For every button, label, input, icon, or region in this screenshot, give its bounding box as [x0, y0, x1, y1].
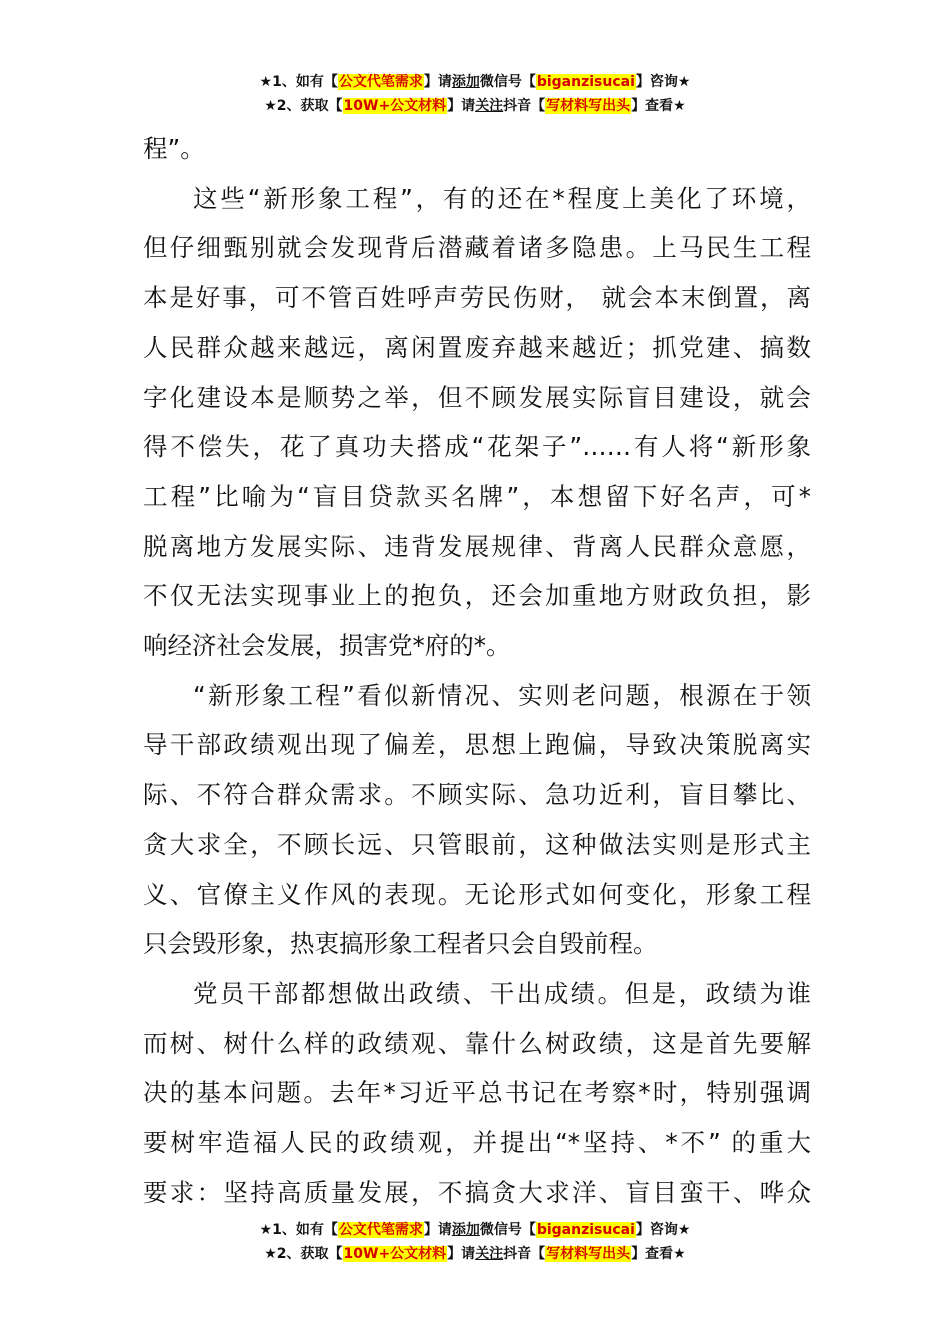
text-line: 要求：坚持高质量发展，不搞贪大求洋、盲目蛮干、哗众	[143, 1177, 811, 1207]
text-line: 这些“新形象工程”，有的还在*程度上美化了环境，	[193, 183, 811, 213]
text-line: 义、官僚主义作风的表现。无论形式如何变化，形象工程	[143, 879, 811, 909]
text-line: 响经济社会发展，损害党*府的*。	[143, 631, 511, 661]
text-line: 党员干部都想做出政绩、干出成绩。但是，政绩为谁	[193, 978, 811, 1008]
text-line: 只会毁形象，热衷搞形象工程者只会自毁前程。	[143, 929, 658, 959]
text-line: 字化建设本是顺势之举，但不顾发展实际盲目建设，就会	[143, 382, 811, 412]
document-body	[143, 124, 811, 1217]
header-line-1: ★1、如有【公文代笔需求】请添加微信号【biganzisucai】咨询★	[259, 74, 691, 90]
text-line: 本是好事，可不管百姓呼声劳民伤财， 就会本末倒置，离	[143, 283, 811, 313]
footer-line-2: ★2、获取【10W+公文材料】请关注抖音【写材料写出头】查看★	[264, 1246, 686, 1262]
text-line: “新形象工程”看似新情况、实则老问题，根源在于领	[193, 680, 811, 710]
text-line: 导干部政绩观出现了偏差，思想上跑偏，导致决策脱离实	[143, 730, 811, 760]
text-line: 得不偿失，花了真功夫搭成“花架子”……有人将“新形象	[143, 432, 811, 462]
footer-line-1: ★1、如有【公文代笔需求】请添加微信号【biganzisucai】咨询★	[259, 1222, 691, 1238]
highlight-service: 公文代笔需求	[338, 1222, 423, 1238]
text-line: 但仔细甄别就会发现背后潜藏着诸多隐患。上马民生工程	[143, 233, 811, 263]
footer-banner	[0, 1218, 950, 1266]
highlight-douyin-account: 写材料写出头	[546, 1246, 631, 1262]
text-line: 工程”比喻为“盲目贷款买名牌”，本想留下好名声，可*	[143, 481, 811, 511]
highlight-douyin-account: 写材料写出头	[546, 98, 631, 114]
text-line: 程”。	[143, 134, 205, 163]
text-line: 要树牢造福人民的政绩观，并提出“*坚持、*不” 的重大	[143, 1128, 811, 1158]
highlight-service: 公文代笔需求	[338, 74, 423, 90]
header-banner	[0, 70, 950, 118]
highlight-materials: 10W+公文材料	[343, 98, 447, 114]
text-line: 人民群众越来越远，离闲置废弃越来越近；抓党建、搞数	[143, 332, 811, 362]
text-line: 际、不符合群众需求。不顾实际、急功近利，盲目攀比、	[143, 780, 811, 810]
highlight-wechat-id: biganzisucai	[536, 74, 635, 90]
highlight-materials: 10W+公文材料	[343, 1246, 447, 1262]
text-line: 决的基本问题。去年*习近平总书记在考察*时，特别强调	[143, 1078, 811, 1108]
text-line: 脱离地方发展实际、违背发展规律、背离人民群众意愿，	[143, 531, 811, 561]
text-line: 不仅无法实现事业上的抱负，还会加重地方财政负担，影	[143, 581, 811, 611]
text-line: 而树、树什么样的政绩观、靠什么树政绩，这是首先要解	[143, 1028, 811, 1058]
highlight-wechat-id: biganzisucai	[536, 1222, 635, 1238]
header-line-2: ★2、获取【10W+公文材料】请关注抖音【写材料写出头】查看★	[264, 98, 686, 114]
text-line: 贪大求全，不顾长远、只管眼前，这种做法实则是形式主	[143, 829, 811, 859]
